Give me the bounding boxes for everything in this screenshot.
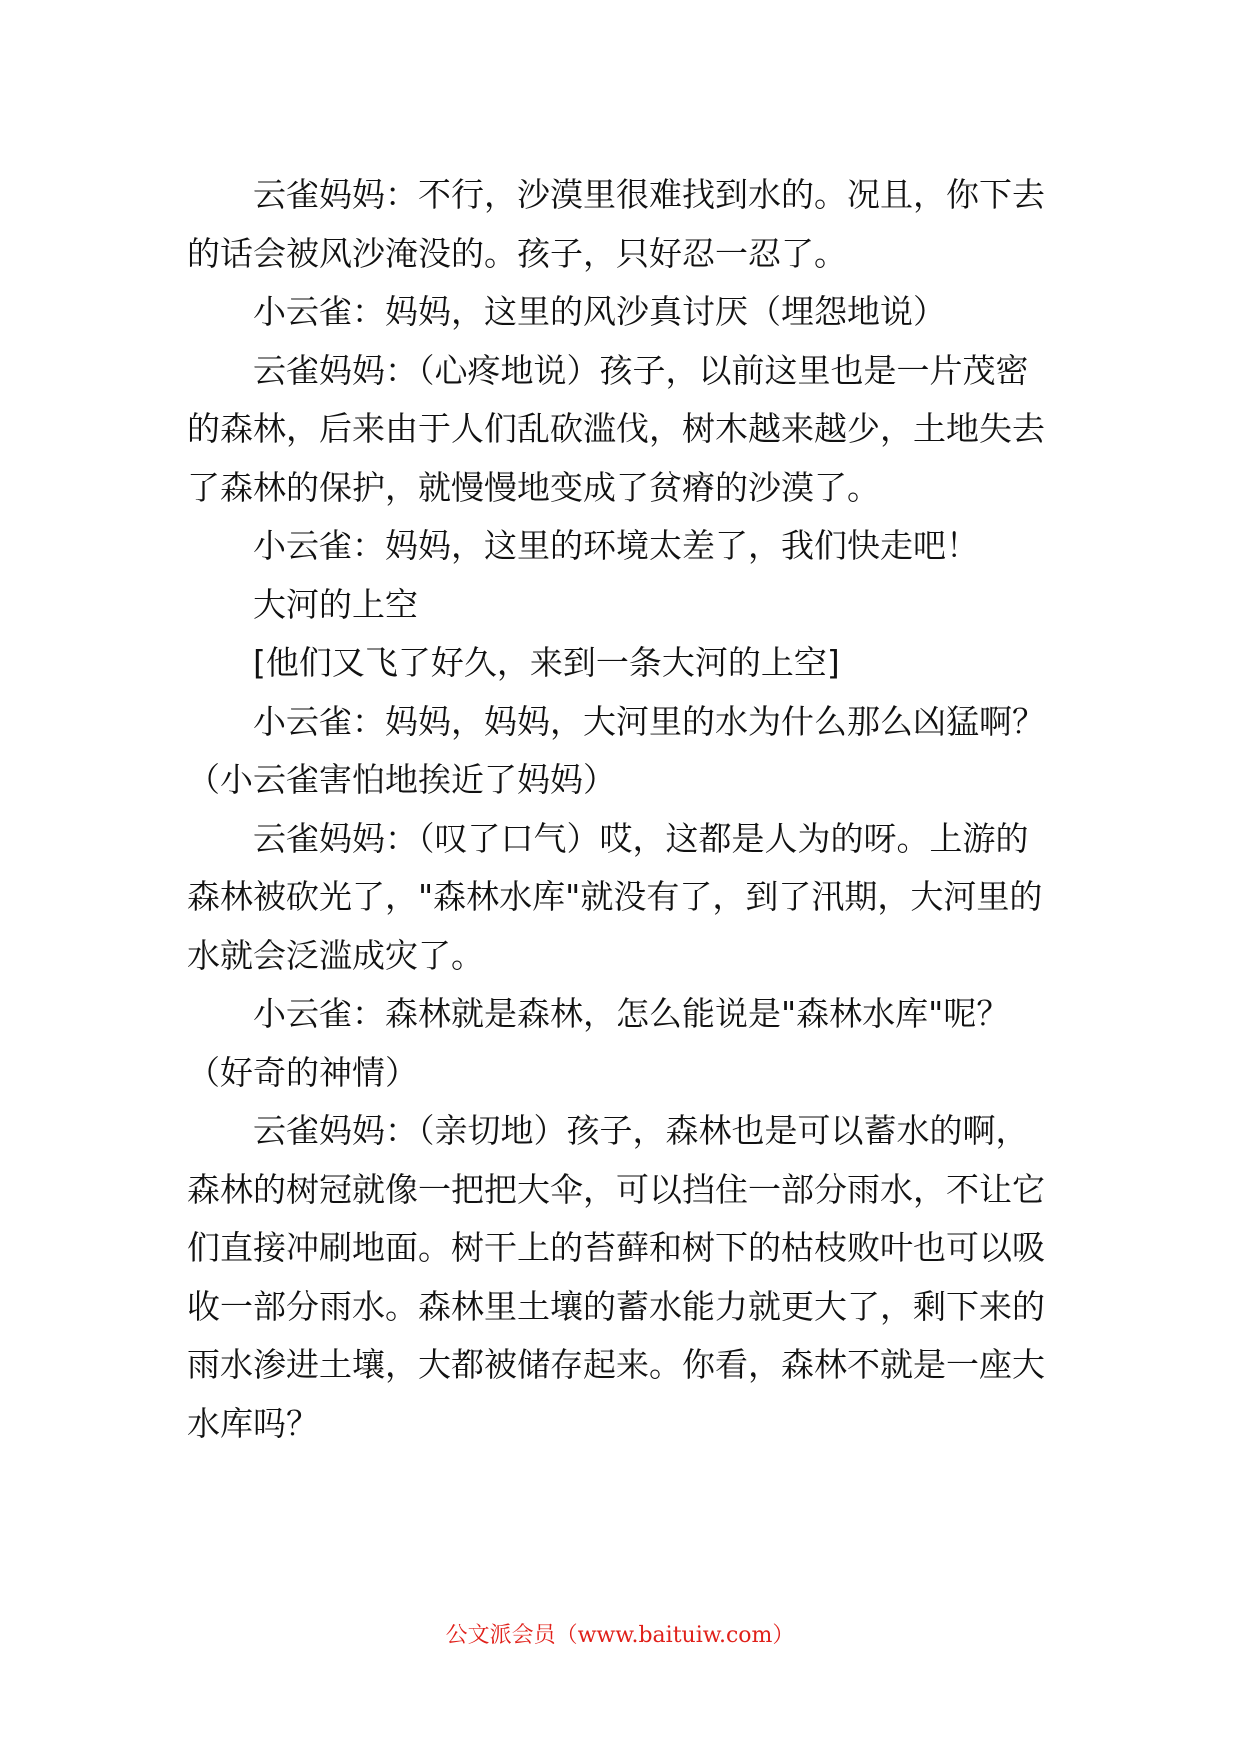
paragraph-9: 小云雀：森林就是森林，怎么能说是"森林水库"呢？（好奇的神情）: [187, 994, 1010, 1092]
paragraph-2: 小云雀：妈妈，这里的风沙真讨厌（埋怨地说）: [253, 292, 946, 331]
document-body: [187, 166, 1053, 1453]
paragraph-3: 云雀妈妈：（心疼地说）孩子，以前这里也是一片茂密的森林，后来由于人们乱砍滥伐，树木越来越少，土地失去了森林的保护，就慢慢地变成了贫瘠的沙漠了。: [187, 350, 1045, 507]
paragraph-1: 云雀妈妈：不行，沙漠里很难找到水的。况且，你下去的话会被风沙淹没的。孩子，只好忍一忍了。: [187, 175, 1045, 273]
stage-direction: [他们又飞了好久，来到一条大河的上空]: [253, 643, 840, 682]
footer-watermark-text: 公文派会员（www.baituiw.com）: [445, 1623, 795, 1648]
paragraph-4: 小云雀：妈妈，这里的环境太差了，我们快走吧！: [253, 526, 979, 565]
paragraph-8: 云雀妈妈：（叹了口气）哎，这都是人为的呀。上游的森林被砍光了，"森林水库"就没有了，到了汛期，大河里的水就会泛滥成灾了。: [187, 818, 1043, 975]
section-heading: 大河的上空: [253, 584, 418, 624]
paragraph-10: 云雀妈妈：（亲切地）孩子，森林也是可以蓄水的啊，森林的树冠就像一把把大伞，可以挡住一部分雨水，不让它们直接冲刷地面。树干上的苔藓和树下的枯枝败叶也可以吸收一部分雨水。森林里土壤的蓄水能力就更大了，剩下来的雨水渗进土壤，大都被储存起来。你看，森林不就是一座大水库吗？: [187, 1111, 1045, 1443]
paragraph-7: 小云雀：妈妈，妈妈，大河里的水为什么那么凶猛啊？（小云雀害怕地挨近了妈妈）: [187, 701, 1045, 799]
